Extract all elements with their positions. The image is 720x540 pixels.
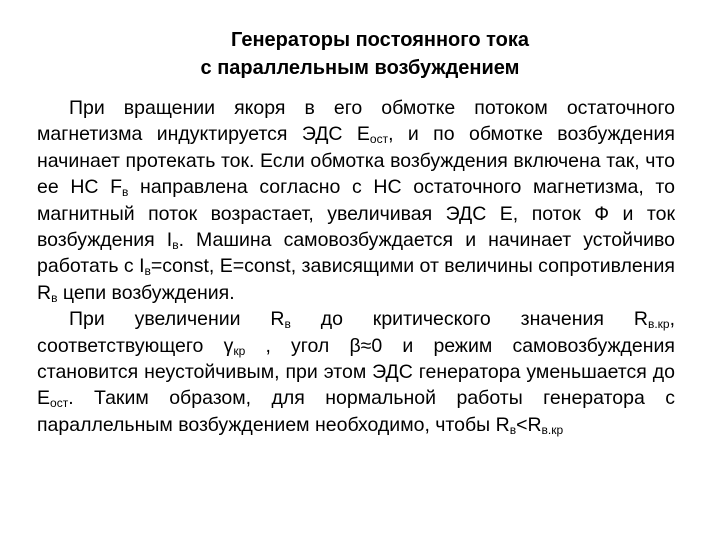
p1-text-4: . Машина самовозбуждается и начинает устойчиво работать с I <box>37 229 675 278</box>
p2-text-3: , соответствующего γ <box>37 308 675 357</box>
p2-subscript-4: ост <box>50 396 69 411</box>
p2-subscript-2: в.кр <box>647 317 670 332</box>
p1-subscript-1: ост <box>369 132 389 147</box>
p1-text-3: направлена согласно с НС остаточного магнетизма, то магнитный поток возрастает, увеличивая ЭДС Е, поток Ф и ток возбуждения I <box>37 176 675 252</box>
paragraph-2 <box>37 306 675 438</box>
p2-text-2: до критического значения R <box>290 308 648 331</box>
p2-subscript-6: в.кр <box>541 422 564 437</box>
p2-subscript-3: кр <box>233 343 246 358</box>
p1-text-1: При вращении якоря в его обмотке потоком остаточного магнетизма индуктируется ЭДС Е <box>37 97 675 146</box>
slide-body <box>37 95 675 438</box>
p2-text-4: , угол β≈0 и режим самовозбуждения становится неустойчивым, при этом ЭДС генератора уменьшается до Е <box>37 334 675 410</box>
p2-subscript-5: в <box>509 422 517 437</box>
p1-subscript-4: в <box>144 264 151 279</box>
p1-subscript-3: в <box>172 238 179 253</box>
slide-title <box>0 26 720 82</box>
title-line-1: Генераторы постоянного тока <box>231 29 529 51</box>
p1-subscript-5: в <box>51 290 58 305</box>
p1-subscript-2: в <box>122 185 129 200</box>
p2-text-6: <R <box>516 413 542 436</box>
p2-text-5: . Таким образом, для нормальной работы генератора с параллельным возбуждением необходимо, чтобы R <box>37 387 675 436</box>
p1-text-5: =const, E=const, зависящими от величины сопротивления R <box>37 255 675 304</box>
paragraph-1 <box>37 95 675 306</box>
title-line-2: с параллельным возбуждением <box>200 57 520 79</box>
p1-text-6: цепи возбуждения. <box>57 281 235 304</box>
p2-subscript-1: в <box>284 317 291 332</box>
p1-text-2: , и по обмотке возбуждения начинает протекать ток. Если обмотка возбуждения включена так, что ее НС F <box>37 123 675 199</box>
p2-text-1: При увеличении R <box>69 308 285 331</box>
